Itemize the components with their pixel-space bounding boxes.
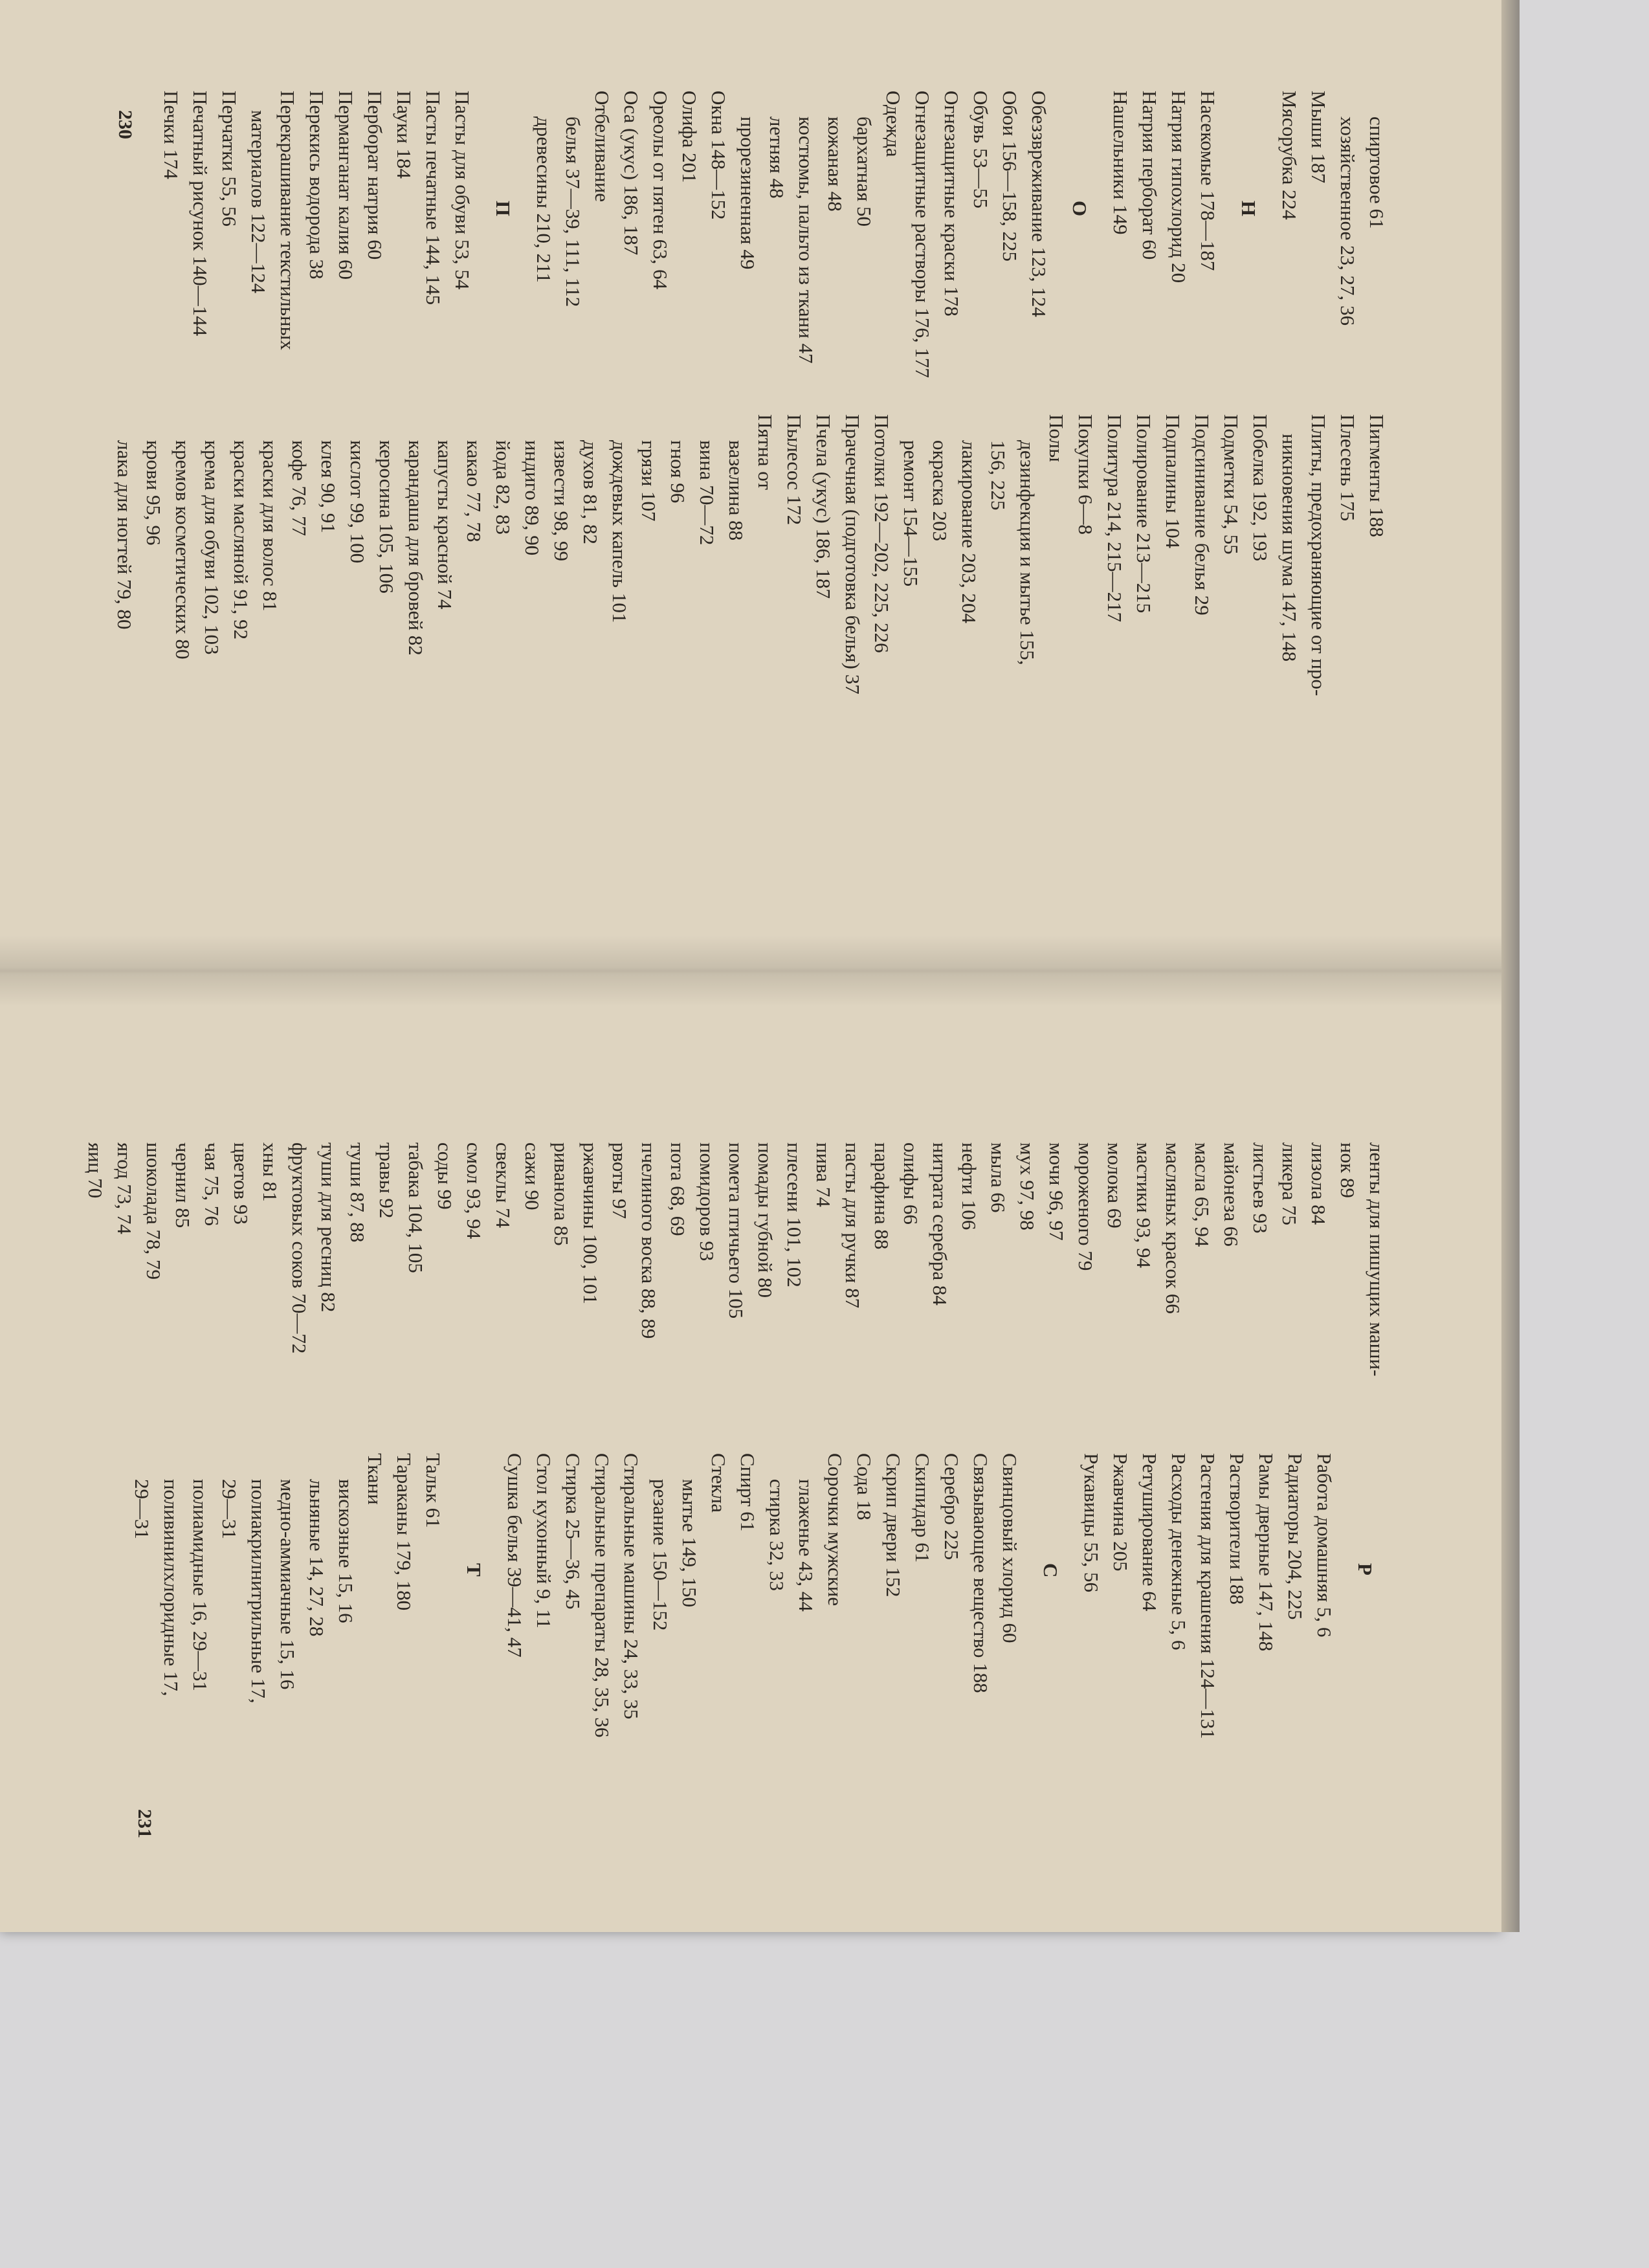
index-entry: нок 89 [1336, 1142, 1359, 1198]
index-entry: ленты для пишущих маши- [1366, 1142, 1388, 1377]
index-entry: Печатный рисунок 140—144 [189, 91, 212, 337]
index-entry: Ткани [364, 1453, 386, 1505]
index-entry: риванола 85 [550, 1142, 573, 1246]
index-entry: Обои 156—158, 225 [999, 91, 1021, 261]
index-entry: Пигменты 188 [1366, 414, 1388, 537]
index-entry: полиамидные 16, 29—31 [189, 1479, 212, 1691]
page-231 [0, 1000, 1501, 1932]
index-entry: Перчатки 55, 56 [218, 91, 241, 227]
index-entry: Стекла [707, 1453, 730, 1513]
index-entry: Печки 174 [160, 91, 183, 179]
index-entry: олифы 66 [900, 1142, 922, 1225]
index-entry: извести 98, 99 [550, 440, 573, 561]
index-entry: бархатная 50 [853, 117, 876, 227]
index-entry: духов 81, 82 [579, 440, 602, 544]
index-entry: Подметки 54, 55 [1220, 414, 1243, 555]
index-entry: Сушка белья 39—41, 47 [504, 1453, 526, 1658]
book-edge [1501, 0, 1520, 1932]
index-entry: пчелиного воска 88, 89 [637, 1142, 660, 1339]
index-entry: Огнезащитные краски 178 [940, 91, 963, 317]
index-entry: помады губной 80 [754, 1142, 777, 1298]
index-entry: Пчела (укус) 186, 187 [812, 414, 835, 599]
index-entry: Пылесос 172 [783, 414, 806, 526]
index-entry: Одежда [882, 91, 905, 157]
index-entry: Свинцовый хлорид 60 [999, 1453, 1021, 1643]
index-entry: ремонт 154—155 [900, 440, 922, 587]
book-gutter [0, 935, 1501, 1006]
index-entry: плесени 101, 102 [783, 1142, 806, 1287]
index-entry: листьев 93 [1249, 1142, 1272, 1234]
index-entry: Плиты, предохраняющие от про- [1307, 414, 1330, 696]
section-letter: Н [1237, 201, 1260, 217]
index-entry: Мясорубка 224 [1278, 91, 1301, 220]
index-entry: краски для волос 81 [259, 440, 282, 612]
index-entry: кожаная 48 [824, 117, 847, 212]
index-entry: дезинфекция и мытье 155, [1016, 440, 1039, 665]
index-entry: какао 77, 78 [463, 440, 485, 542]
index-entry: резание 150—152 [649, 1479, 672, 1631]
index-entry: Обеззвреживание 123, 124 [1028, 91, 1050, 317]
index-entry: Растворители 188 [1226, 1453, 1248, 1605]
index-entry: масляных красок 66 [1162, 1142, 1184, 1314]
index-entry: Окна 148—152 [707, 91, 730, 220]
index-entry: Пасты для обуви 53, 54 [451, 91, 474, 290]
index-entry: мороженого 79 [1074, 1142, 1097, 1271]
index-entry: стирка 32, 33 [766, 1479, 788, 1591]
index-entry: белья 37—39, 111, 112 [562, 117, 584, 307]
index-entry: Стиральные препараты 28, 35, 36 [591, 1453, 614, 1738]
index-entry: лака для ногтей 79, 80 [113, 440, 136, 630]
index-entry: Покупки 6—8 [1074, 414, 1097, 535]
index-entry: нефти 106 [958, 1142, 980, 1230]
index-column [157, 91, 1391, 414]
index-entry: дождевых капель 101 [608, 440, 631, 623]
index-entry: крема для обуви 102, 103 [201, 440, 223, 655]
index-entry: Перманганат калия 60 [335, 91, 357, 280]
index-entry: пота 68, 69 [667, 1142, 689, 1236]
index-entry: Ржавчина 205 [1109, 1453, 1132, 1572]
index-entry: парафина 88 [870, 1142, 893, 1250]
index-entry: Расходы денежные 5, 6 [1168, 1453, 1190, 1651]
index-entry: материалов 122—124 [247, 110, 270, 294]
index-entry: мочи 96, 97 [1045, 1142, 1068, 1241]
index-entry: вискозные 15, 16 [335, 1479, 357, 1623]
index-entry: Перборат натрия 60 [364, 91, 386, 260]
index-entry: лизола 84 [1307, 1142, 1330, 1225]
index-entry: 29—31 [218, 1479, 241, 1539]
index-entry: прорезиненная 49 [736, 117, 759, 270]
index-entry: Прачечная (подготовка белья) 37 [841, 414, 864, 695]
index-entry: Натрия перборат 60 [1138, 91, 1161, 260]
index-entry: Натрия гипохлорид 20 [1168, 91, 1190, 284]
index-entry: капусты красной 74 [434, 440, 456, 610]
index-entry: ягод 73, 74 [113, 1142, 136, 1234]
index-entry: Тараканы 179, 180 [393, 1453, 415, 1611]
index-entry: мытье 149, 150 [678, 1479, 701, 1608]
index-entry: медно-аммиачные 15, 16 [276, 1479, 299, 1690]
index-entry: индиго 89, 90 [521, 440, 544, 556]
index-entry: кофе 76, 77 [288, 440, 311, 537]
page-230-content [0, 0, 1501, 932]
index-entry: Оса (укус) 186, 187 [620, 91, 643, 256]
index-entry: Перекрашивание текстильных [276, 91, 299, 350]
index-entry: сажи 90 [521, 1142, 544, 1210]
index-entry: мастики 93, 94 [1133, 1142, 1155, 1268]
index-entry: Рамы дверные 147, 148 [1255, 1453, 1278, 1652]
index-entry: Связывающее вещество 188 [969, 1453, 992, 1693]
index-entry: костюмы, пальто из ткани 47 [795, 117, 817, 364]
index-entry: масла 65, 94 [1191, 1142, 1213, 1247]
index-entry: пасты для ручки 87 [841, 1142, 864, 1309]
index-entry: Работа домашняя 5, 6 [1313, 1453, 1336, 1638]
index-entry: Спирт 61 [736, 1453, 759, 1532]
index-entry: Обувь 53—55 [969, 91, 992, 209]
index-entry: Нашельники 149 [1109, 91, 1132, 235]
index-entry: Плесень 175 [1336, 414, 1359, 522]
index-entry: яиц 70 [84, 1142, 107, 1199]
index-entry: спиртовое 61 [1366, 117, 1388, 229]
index-entry: молока 69 [1103, 1142, 1126, 1228]
page-number: 230 [115, 110, 136, 139]
index-entry: Пауки 184 [393, 91, 415, 179]
index-entry: Пятна от [754, 414, 777, 490]
index-entry: майонеза 66 [1220, 1142, 1243, 1247]
section-letter: О [1068, 201, 1091, 217]
index-entry: поливинилхлоридные 17, [160, 1479, 183, 1696]
index-entry: Серебро 225 [940, 1453, 963, 1561]
index-entry: помидоров 93 [696, 1142, 718, 1262]
index-entry: мух 97, 98 [1016, 1142, 1039, 1230]
index-entry: Огнезащитные растворы 176, 177 [911, 91, 934, 378]
index-entry: Полы [1045, 414, 1068, 462]
index-entry: рвоты 97 [608, 1142, 631, 1219]
index-entry: цветов 93 [230, 1142, 252, 1225]
page-231-content [0, 1000, 1501, 1932]
index-entry: шоколада 78, 79 [142, 1142, 165, 1280]
index-entry: Насекомые 178—187 [1197, 91, 1219, 271]
index-entry: Ореолы от пятен 63, 64 [649, 91, 672, 290]
section-letter: Т [463, 1563, 485, 1577]
index-entry: йода 82, 83 [492, 440, 515, 535]
index-entry: помета птичьего 105 [725, 1142, 747, 1319]
index-entry: пива 74 [812, 1142, 835, 1207]
index-entry: окраска 203 [929, 440, 951, 542]
index-entry: Скрип двери 152 [882, 1453, 905, 1597]
index-entry: Скипидар 61 [911, 1453, 934, 1563]
index-entry: Сода 18 [853, 1453, 876, 1520]
index-entry: Олифа 201 [678, 91, 701, 183]
index-entry: Рукавицы 55, 56 [1080, 1453, 1103, 1592]
index-entry: травы 92 [375, 1142, 398, 1219]
index-entry: вазелина 88 [725, 440, 747, 541]
index-entry: Отбеливание [591, 91, 614, 203]
index-entry: Пасты печатные 144, 145 [422, 91, 445, 306]
index-entry: свеклы 74 [492, 1142, 515, 1228]
index-entry: 29—31 [131, 1479, 153, 1539]
index-entry: смол 93, 94 [463, 1142, 485, 1240]
index-entry: кремов косметических 80 [172, 440, 194, 660]
index-entry: Ретуширование 64 [1138, 1453, 1161, 1612]
page-230 [0, 0, 1501, 932]
index-entry: туши для ресниц 82 [317, 1142, 340, 1313]
page-number: 231 [134, 1809, 155, 1838]
index-entry: Сорочки мужские [824, 1453, 847, 1606]
index-entry: соды 99 [434, 1142, 456, 1210]
index-entry: глаженье 43, 44 [795, 1479, 817, 1612]
index-entry: Мыши 187 [1307, 91, 1330, 184]
index-entry: туши 87, 88 [346, 1142, 369, 1243]
index-entry: Тальк 61 [422, 1453, 445, 1528]
index-entry: хозяйственное 23, 27, 36 [1336, 117, 1359, 326]
index-entry: Подпалины 104 [1162, 414, 1184, 549]
index-entry: краски масляной 91, 92 [230, 440, 252, 640]
index-entry: гноя 96 [667, 440, 689, 504]
index-entry: полиакрилнитрильные 17, [247, 1479, 270, 1704]
index-entry: льняные 14, 27, 28 [305, 1479, 328, 1637]
section-letter: Р [1354, 1563, 1377, 1575]
index-entry: кислот 99, 100 [346, 440, 369, 564]
section-letter: П [492, 201, 515, 217]
index-entry: керосина 105, 106 [375, 440, 398, 594]
index-entry: грязи 107 [637, 440, 660, 522]
index-entry: Побелка 192, 193 [1249, 414, 1272, 562]
index-column [81, 1117, 1391, 1440]
index-entry: клея 90, 91 [317, 440, 340, 533]
section-letter: С [1039, 1563, 1062, 1578]
index-entry: чернил 85 [172, 1142, 194, 1228]
index-column [127, 1453, 1391, 1777]
index-entry: никновения шума 147, 148 [1278, 434, 1301, 662]
index-entry: Потолки 192—202, 225, 226 [870, 414, 893, 653]
index-entry: Растения для крашения 124—131 [1197, 1453, 1219, 1739]
index-entry: Полирование 213—215 [1133, 414, 1155, 614]
index-entry: хны 81 [259, 1142, 282, 1202]
index-entry: 156, 225 [987, 440, 1010, 511]
index-entry: нитрата серебра 84 [929, 1142, 951, 1306]
index-entry: вина 70—72 [696, 440, 718, 546]
index-entry: мыла 66 [987, 1142, 1010, 1213]
index-entry: Стирка 25—36, 45 [562, 1453, 584, 1610]
index-entry: лакирование 203, 204 [958, 440, 980, 624]
index-entry: табака 104, 105 [404, 1142, 427, 1273]
index-entry: чая 75, 76 [201, 1142, 223, 1226]
index-entry: древесины 210, 211 [533, 117, 555, 283]
index-entry: карандаша для бровей 82 [404, 440, 427, 656]
index-entry: Политура 214, 215—217 [1103, 414, 1126, 623]
index-entry: летняя 48 [766, 117, 788, 199]
index-entry: Стол кухонный 9, 11 [533, 1453, 555, 1629]
index-entry: крови 95, 96 [142, 440, 165, 546]
index-entry: ликера 75 [1278, 1142, 1301, 1226]
index-entry: Радиаторы 204, 225 [1284, 1453, 1307, 1620]
index-column [110, 414, 1391, 738]
index-entry: Подсинивание белья 29 [1191, 414, 1213, 616]
index-entry: Стиральные машины 24, 33, 35 [620, 1453, 643, 1720]
index-entry: фруктовых соков 70—72 [288, 1142, 311, 1354]
index-entry: Перекись водорода 38 [305, 91, 328, 280]
index-entry: ржавчины 100, 101 [579, 1142, 602, 1304]
